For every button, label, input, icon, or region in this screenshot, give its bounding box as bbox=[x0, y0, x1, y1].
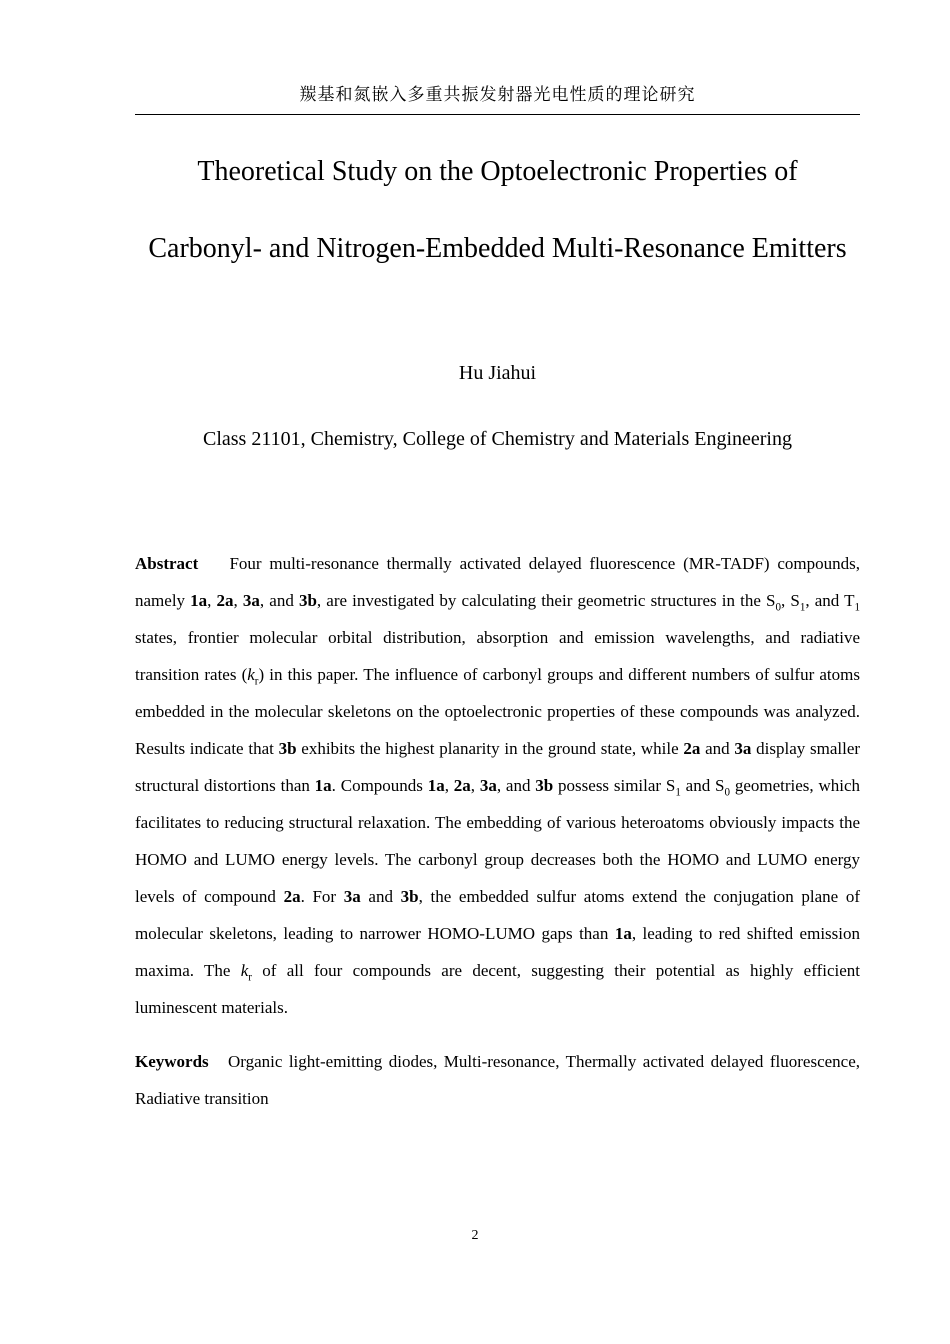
title-line-2: Carbonyl- and Nitrogen-Embedded Multi-Resonance Emitters bbox=[148, 233, 847, 264]
keywords-paragraph: Keywords Organic light-emitting diodes, Multi-resonance, Thermally activated delayed fluorescence, Radiative transition bbox=[135, 1052, 860, 1108]
title-line-1: Theoretical Study on the Optoelectronic Properties of bbox=[197, 156, 798, 187]
abstract-paragraph: Abstract Four multi-resonance thermally activated delayed fluorescence (MR-TADF) compounds, namely 1a, 2a, 3a, and 3b, are investigated by calculating their geometric structures in the $S_0$, $S_1$, and $T_1$ states, frontier molecular orbital distribution, absorption and emission wavelengths, and radiative transition rates $(k_r)$ in this paper. The influence of carbonyl groups and different numbers of sulfur atoms embedded in the molecular skeletons on the optoelectronic properties of these compounds was analyzed. Results indicate that 3b exhibits the highest planarity in the ground state, while 2a and 3a display smaller structural distortions than 1a. Compounds 1a, 2a, 3a, and 3b possess similar $S_1$ and $S_0$ geometries, which facilitates to reducing structural relaxation. The embedding of various heteroatoms obviously impacts the HOMO and LUMO energy levels. The carbonyl group decreases both the HOMO and LUMO energy levels of compound 2a. For 3a and 3b, the embedded sulfur atoms extend the conjugation plane of molecular skeletons, leading to narrower HOMO-LUMO gaps than 1a, leading to red shifted emission maxima. The $k_r$ of all four compounds are decent, suggesting their potential as highly efficient luminescent materials. bbox=[135, 554, 861, 1017]
author-name: Hu Jiahui bbox=[458, 362, 537, 384]
running-header: 羰基和氮嵌入多重共振发射器光电性质的理论研究 bbox=[135, 85, 860, 115]
title-block bbox=[135, 133, 860, 287]
page-number: 2 bbox=[471, 1228, 479, 1243]
affiliation: Class 21101, Chemistry, College of Chemistry and Materials Engineering bbox=[203, 428, 792, 450]
